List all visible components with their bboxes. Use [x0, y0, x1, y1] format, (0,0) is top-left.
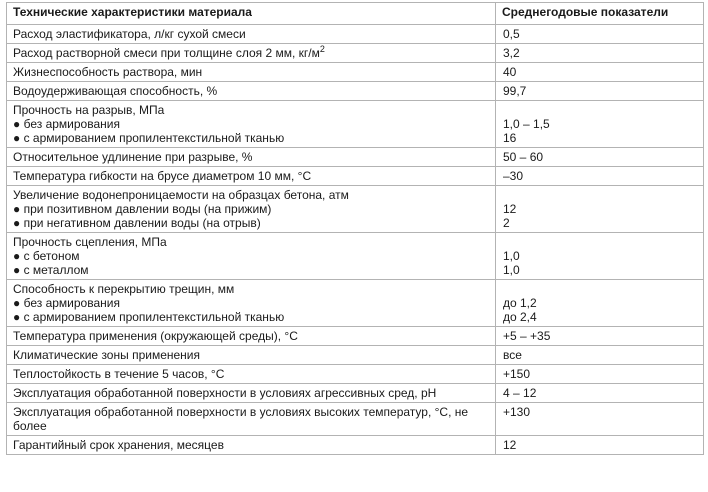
parameter-name: Теплостойкость в течение 5 часов, °С	[13, 367, 225, 381]
table-row	[7, 148, 704, 167]
value-line: 40	[503, 65, 517, 79]
parameter-cell	[7, 233, 496, 280]
value-line: +150	[503, 367, 531, 381]
table-row	[7, 365, 704, 384]
value-cell	[496, 186, 704, 233]
value-line: 50 – 60	[503, 150, 544, 164]
parameter-subitem: ● с армированием пропилентекстильной тканью	[13, 310, 285, 324]
value-line: 4 – 12	[503, 386, 537, 400]
value-line: 0,5	[503, 27, 520, 41]
parameter-name: Температура применения (окружающей среды), °С	[13, 329, 298, 343]
value-cell	[496, 436, 704, 455]
parameter-name: Прочность на разрыв, МПа	[13, 103, 165, 117]
value-line: 99,7	[503, 84, 527, 98]
value-line: 1,0 – 1,5	[503, 117, 550, 131]
parameter-cell	[7, 101, 496, 148]
value-line: +5 – +35	[503, 329, 551, 343]
value-cell	[496, 280, 704, 327]
parameter-subitem: ● при негативном давлении воды (на отрыв)	[13, 216, 261, 230]
header-row	[7, 3, 704, 25]
parameter-name: Жизнеспособность раствора, мин	[13, 65, 203, 79]
value-line: до 1,2	[503, 296, 537, 310]
value-line: 1,0	[503, 249, 520, 263]
value-cell	[496, 82, 704, 101]
value-line	[503, 103, 697, 117]
parameter-name: Климатические зоны применения	[13, 348, 200, 362]
value-line: все	[503, 348, 522, 362]
parameter-name: Эксплуатация обработанной поверхности в условиях агрессивных сред, pH	[13, 386, 437, 400]
parameter-name: Расход эластификатора, л/кг сухой смеси	[13, 27, 246, 41]
parameter-subitem: ● без армирования	[13, 117, 120, 131]
table-row	[7, 280, 704, 327]
table-row	[7, 436, 704, 455]
value-cell	[496, 63, 704, 82]
parameter-subitem: ● с металлом	[13, 263, 89, 277]
table-row	[7, 403, 704, 436]
value-line: 1,0	[503, 263, 520, 277]
header-values: Среднегодовые показатели	[496, 3, 704, 25]
table-row	[7, 167, 704, 186]
parameter-subitem: ● при позитивном давлении воды (на прижим)	[13, 202, 272, 216]
header-characteristics: Технические характеристики материала	[7, 3, 496, 25]
value-line: 2	[503, 216, 510, 230]
value-line: 16	[503, 131, 517, 145]
value-line	[503, 419, 697, 433]
value-cell	[496, 167, 704, 186]
value-line: +130	[503, 405, 531, 419]
table-row	[7, 25, 704, 44]
parameter-cell	[7, 63, 496, 82]
parameter-cell	[7, 346, 496, 365]
parameter-cell	[7, 280, 496, 327]
value-cell	[496, 148, 704, 167]
table-row	[7, 384, 704, 403]
value-line	[503, 282, 697, 296]
parameter-cell	[7, 403, 496, 436]
parameter-name: Водоудерживающая способность, %	[13, 84, 218, 98]
parameter-cell	[7, 148, 496, 167]
parameter-cell	[7, 82, 496, 101]
value-cell	[496, 25, 704, 44]
parameter-cell	[7, 186, 496, 233]
table-row	[7, 327, 704, 346]
value-line: до 2,4	[503, 310, 537, 324]
value-line: 3,2	[503, 46, 520, 60]
parameter-subitem: ● с бетоном	[13, 249, 80, 263]
parameter-name: Относительное удлинение при разрыве, %	[13, 150, 253, 164]
value-cell	[496, 403, 704, 436]
parameter-subitem: ● с армированием пропилентекстильной тканью	[13, 131, 285, 145]
unit-superscript: 2	[319, 44, 325, 54]
parameter-name: Прочность сцепления, МПа	[13, 235, 167, 249]
table-row	[7, 63, 704, 82]
value-cell	[496, 365, 704, 384]
parameter-cell	[7, 167, 496, 186]
value-cell	[496, 44, 704, 63]
value-cell	[496, 346, 704, 365]
value-line: 12	[503, 202, 517, 216]
parameter-name: Эксплуатация обработанной поверхности в условиях высоких температур, °С, не	[13, 405, 469, 419]
value-cell	[496, 384, 704, 403]
value-cell	[496, 233, 704, 280]
parameter-cell	[7, 25, 496, 44]
parameter-cell	[7, 44, 496, 63]
value-cell	[496, 327, 704, 346]
parameter-name: Увеличение водонепроницаемости на образцах бетона, атм	[13, 188, 349, 202]
table-row	[7, 233, 704, 280]
table-row	[7, 346, 704, 365]
value-line	[503, 188, 697, 202]
parameter-cell	[7, 384, 496, 403]
table-row	[7, 101, 704, 148]
table-row	[7, 82, 704, 101]
parameter-name: Расход растворной смеси при толщине слоя 2 мм, кг/м	[13, 46, 320, 60]
parameter-subitem: ● без армирования	[13, 296, 120, 310]
parameter-name: Гарантийный срок хранения, месяцев	[13, 438, 224, 452]
value-line: 12	[503, 438, 517, 452]
parameter-cell	[7, 365, 496, 384]
parameter-name: Температура гибкости на брусе диаметром 10 мм, °С	[13, 169, 312, 183]
value-cell	[496, 101, 704, 148]
spec-table	[6, 2, 704, 455]
parameter-cell	[7, 327, 496, 346]
parameter-subitem: более	[13, 419, 47, 433]
parameter-cell	[7, 436, 496, 455]
value-line	[503, 235, 697, 249]
value-line: –30	[503, 169, 524, 183]
parameter-name: Способность к перекрытию трещин, мм	[13, 282, 235, 296]
table-row	[7, 44, 704, 63]
table-row	[7, 186, 704, 233]
